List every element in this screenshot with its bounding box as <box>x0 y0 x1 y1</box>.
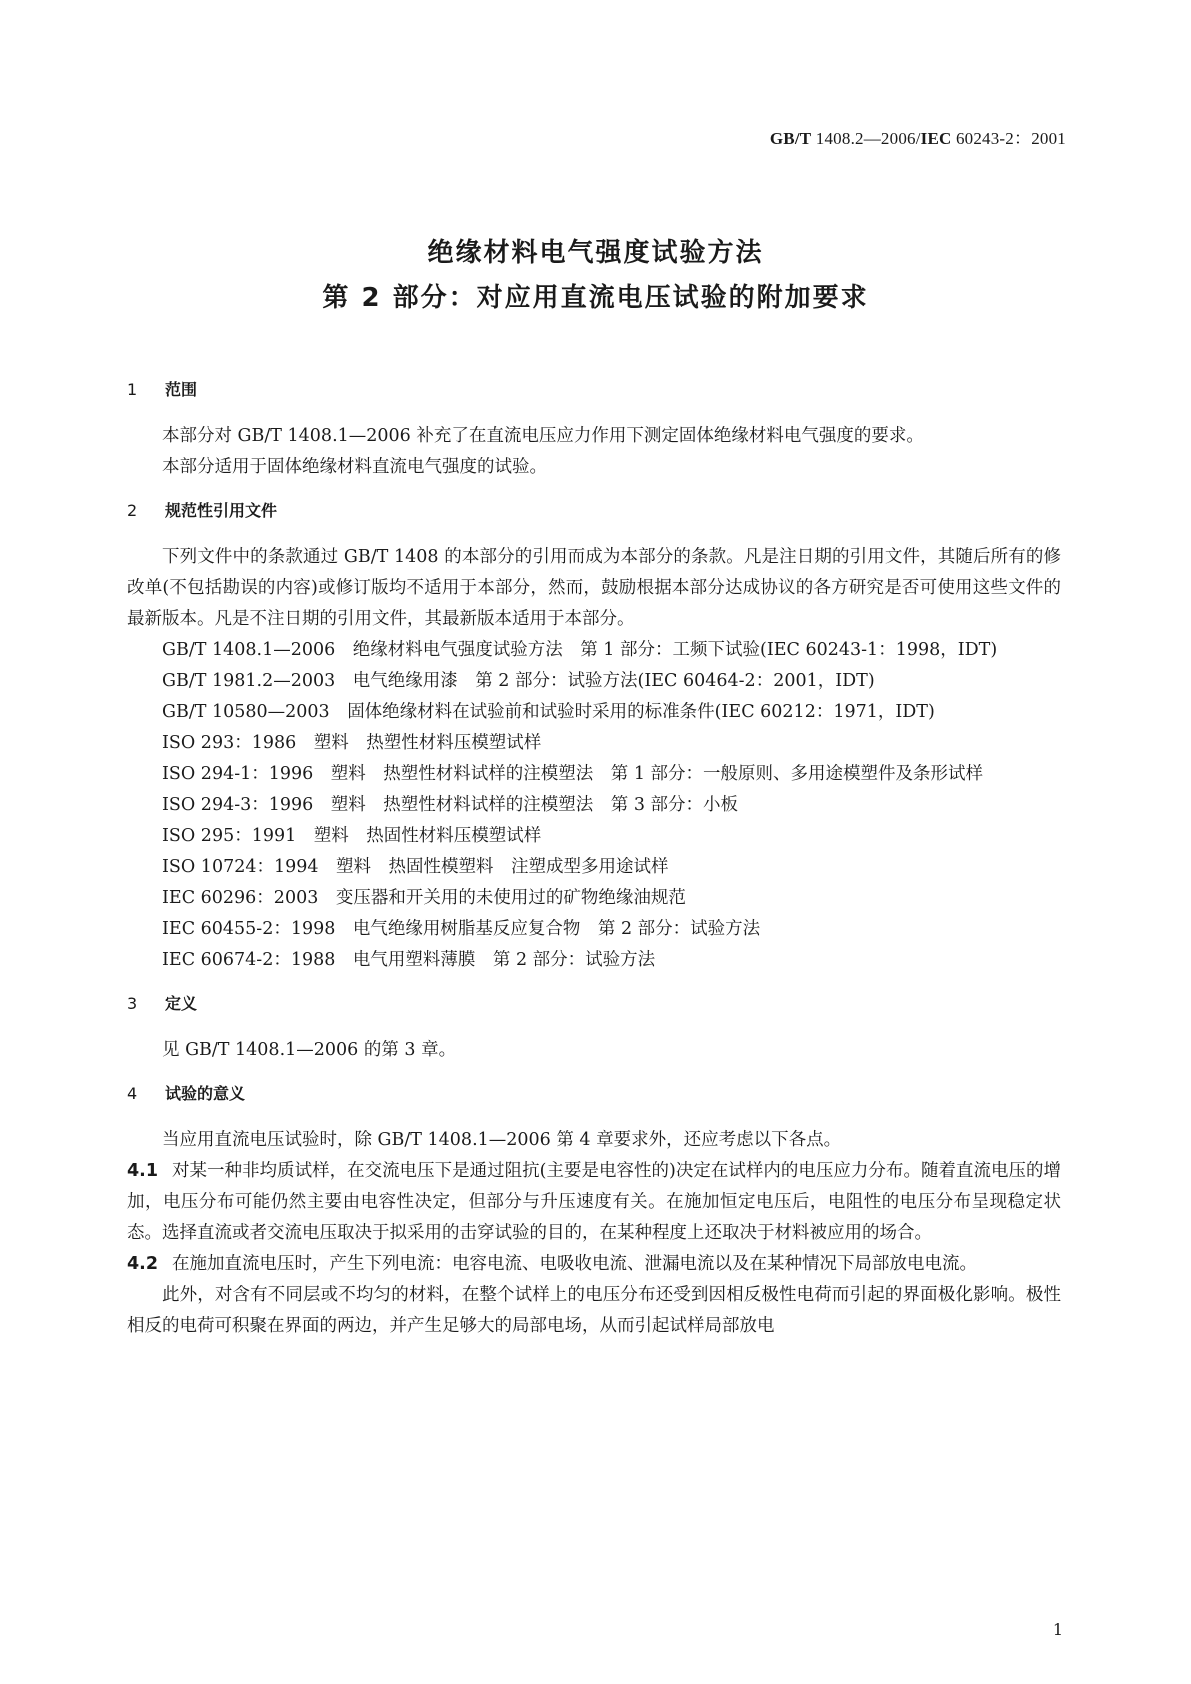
standard-id-header <box>770 124 1066 149</box>
section-title: 范围 <box>165 380 198 399</box>
section-heading-normative-references <box>127 495 1061 526</box>
reference-title: 塑料 热固性材料压模塑试样 <box>313 826 542 846</box>
section-number: 2 <box>127 501 138 520</box>
reference-item <box>127 790 1061 821</box>
clause-text: 对某一种非均质试样，在交流电压下是通过阻抗(主要是电容性的)决定在试样内的电压应力分布。随着直流电压的增加，电压分布可能仍然主要由电容性决定，但部分与升压速度有关。在施加恒定电压后，电阻性的电压分布呈现稳定状态。选择直流或者交流电压取决于拟采用的击穿试验的目的，在某种程度上还取决于材料被应用的场合。 <box>127 1161 1061 1243</box>
std-number: 1408.2—2006/ <box>815 129 921 148</box>
section-title: 试验的意义 <box>165 1084 246 1103</box>
reference-title: 绝缘材料电气强度试验方法 第 1 部分：工频下试验(IEC 60243-1：1998，IDT) <box>352 640 998 660</box>
iec-prefix: IEC <box>920 129 952 148</box>
clause-4-2 <box>127 1249 1061 1280</box>
page-number: 1 <box>1052 1620 1063 1639</box>
std-prefix: GB/T <box>769 129 812 148</box>
section-title: 定义 <box>165 994 198 1013</box>
reference-title: 变压器和开关用的未使用过的矿物绝缘油规范 <box>335 888 686 908</box>
paragraph: 当应用直流电压试验时，除 GB/T 1408.1—2006 第 4 章要求外，还应考虑以下各点。 <box>162 1130 842 1150</box>
paragraph: 本部分适用于固体绝缘材料直流电气强度的试验。 <box>162 457 547 477</box>
reference-code: IEC 60296：2003 <box>162 888 319 908</box>
reference-list <box>127 635 1061 976</box>
reference-code: ISO 294-1：1996 <box>162 764 314 784</box>
reference-code: IEC 60674-2：1988 <box>162 950 336 970</box>
clause-number: 4.1 <box>127 1161 159 1181</box>
reference-item <box>127 852 1061 883</box>
reference-code: GB/T 1981.2—2003 <box>162 671 336 691</box>
clause-number: 4.2 <box>127 1254 159 1274</box>
reference-item <box>127 883 1061 914</box>
reference-item <box>127 635 1061 666</box>
reference-item <box>127 697 1061 728</box>
clause-text: 在施加直流电压时，产生下列电流：电容电流、电吸收电流、泄漏电流以及在某种情况下局部放电电流。 <box>172 1254 978 1274</box>
section-heading-definitions <box>127 988 1061 1019</box>
reference-title: 塑料 热塑性材料压模塑试样 <box>313 733 542 753</box>
section-heading-significance <box>127 1078 1061 1109</box>
reference-item <box>127 821 1061 852</box>
reference-item <box>127 728 1061 759</box>
clause-4-1 <box>127 1156 1061 1249</box>
reference-item <box>127 759 1061 790</box>
reference-code: GB/T 10580—2003 <box>162 702 330 722</box>
section-number: 4 <box>127 1084 138 1103</box>
document-body <box>127 374 1061 1342</box>
section-number: 3 <box>127 994 138 1013</box>
section-title: 规范性引用文件 <box>165 501 278 520</box>
section-heading-scope <box>127 374 1061 405</box>
reference-code: IEC 60455-2：1998 <box>162 919 336 939</box>
reference-code: ISO 293：1986 <box>162 733 297 753</box>
paragraph: 下列文件中的条款通过 GB/T 1408 的本部分的引用而成为本部分的条款。凡是注日期的引用文件，其随后所有的修改单(不包括勘误的内容)或修订版均不适用于本部分，然而，鼓励根据本部分达成协议的各方研究是否可使用这些文件的最新版本。凡是不注日期的引用文件，其最新版本适用于本部分。 <box>127 547 1061 629</box>
reference-item <box>127 914 1061 945</box>
reference-code: ISO 295：1991 <box>162 826 297 846</box>
reference-code: ISO 294-3：1996 <box>162 795 314 815</box>
reference-item <box>127 666 1061 697</box>
section-number: 1 <box>127 380 138 399</box>
reference-title: 固体绝缘材料在试验前和试验时采用的标准条件(IEC 60212：1971，IDT) <box>347 702 935 722</box>
reference-title: 塑料 热塑性材料试样的注模塑法 第 3 部分：小板 <box>330 795 739 815</box>
paragraph: 见 GB/T 1408.1—2006 的第 3 章。 <box>162 1040 457 1060</box>
reference-title: 塑料 热固性模塑料 注塑成型多用途试样 <box>336 857 669 877</box>
reference-title: 塑料 热塑性材料试样的注模塑法 第 1 部分：一般原则、多用途模塑件及条形试样 <box>330 764 984 784</box>
reference-title: 电气用塑料薄膜 第 2 部分：试验方法 <box>352 950 656 970</box>
reference-title: 电气绝缘用漆 第 2 部分：试验方法(IEC 60464-2：2001，IDT) <box>352 671 875 691</box>
reference-code: ISO 10724：1994 <box>162 857 319 877</box>
document-subtitle: 第 2 部分：对应用直流电压试验的附加要求 <box>322 283 869 313</box>
document-title: 绝缘材料电气强度试验方法 <box>427 238 764 268</box>
paragraph: 本部分对 GB/T 1408.1—2006 补充了在直流电压应力作用下测定固体绝缘材料电气强度的要求。 <box>162 426 924 446</box>
reference-item <box>127 945 1061 976</box>
paragraph: 此外，对含有不同层或不均匀的材料，在整个试样上的电压分布还受到因相反极性电荷而引起的界面极化影响。极性相反的电荷可积聚在界面的两边，并产生足够大的局部电场，从而引起试样局部放电 <box>127 1285 1061 1336</box>
reference-code: GB/T 1408.1—2006 <box>162 640 336 660</box>
reference-title: 电气绝缘用树脂基反应复合物 第 2 部分：试验方法 <box>352 919 761 939</box>
iec-number: 60243-2：2001 <box>955 129 1066 148</box>
